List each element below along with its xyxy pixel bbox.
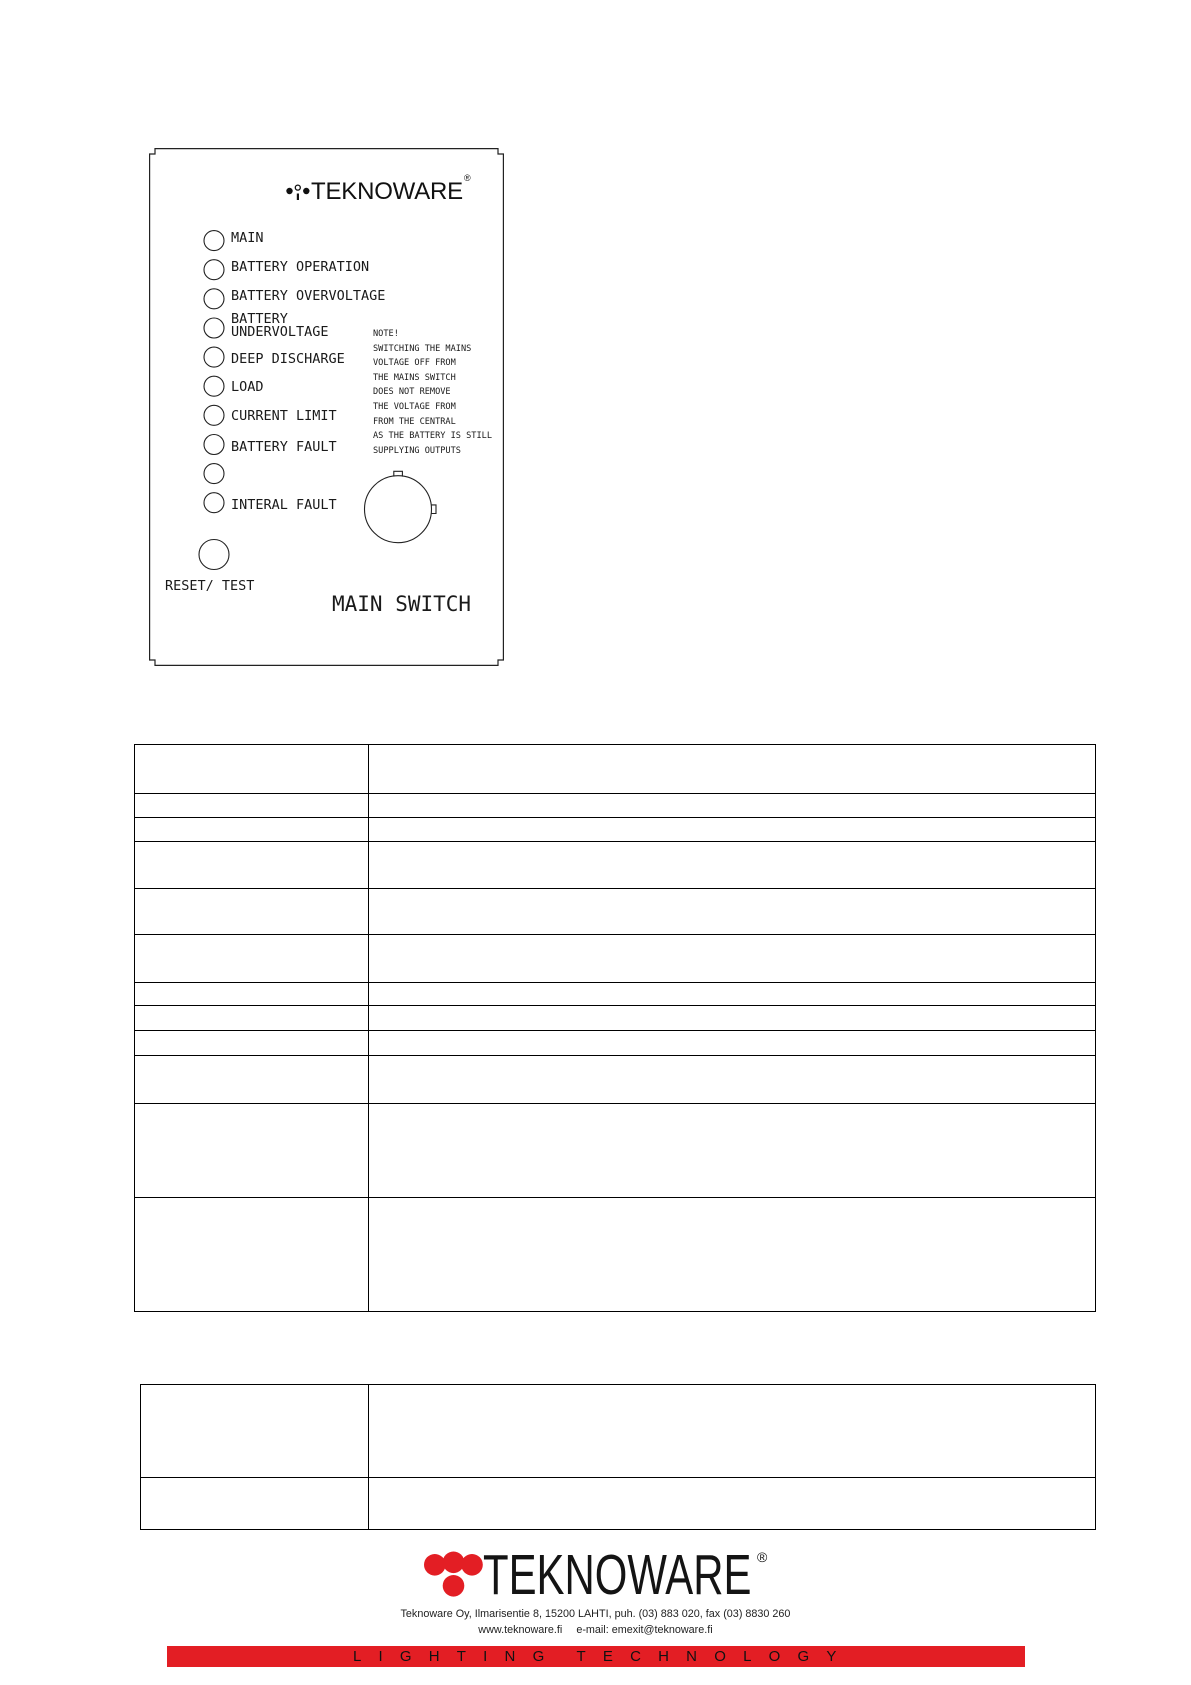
note-line: THE MAINS SWITCH — [373, 372, 456, 383]
table-row — [135, 889, 1095, 935]
indicator-led-battery-fault — [204, 435, 224, 455]
note-line: FROM THE CENTRAL — [373, 416, 456, 427]
main-switch-drawing — [365, 471, 437, 542]
note-line: SUPPLYING OUTPUTS — [373, 445, 461, 456]
indicator-led-interal-fault — [204, 493, 224, 513]
table-cell-value — [369, 842, 1095, 888]
table-row — [135, 1104, 1095, 1198]
table-row — [135, 794, 1095, 818]
panel-brand-logo-text: TEKNOWARE — [311, 178, 463, 205]
note-line: VOLTAGE OFF FROM — [373, 358, 456, 369]
contact-line — [0, 1623, 1191, 1637]
indicator-led-main — [204, 231, 224, 251]
indicator-led-current-limit — [204, 405, 224, 425]
table-cell-label — [135, 842, 369, 888]
table-cell-label — [135, 889, 369, 934]
table-cell-label — [135, 818, 369, 841]
table-row — [135, 1006, 1095, 1031]
panel-registered-mark: ® — [464, 173, 471, 183]
indicator-label: BATTERY OVERVOLTAGE — [231, 287, 386, 304]
table-cell-label — [135, 794, 369, 817]
website-link: www.teknoware.fi — [478, 1624, 563, 1636]
tagline: LIGHTING TECHNOLOGY — [353, 1648, 854, 1665]
table-cell-value — [369, 818, 1095, 841]
indicator-led-load — [204, 376, 224, 396]
note-line: SWITCHING THE MAINS — [373, 343, 472, 354]
reset-test-button-drawing — [199, 540, 229, 570]
table-cell-label — [135, 1031, 369, 1055]
table-cell-label — [135, 1056, 369, 1103]
table-cell-label — [135, 1104, 369, 1197]
table-row — [135, 818, 1095, 842]
table-row — [135, 842, 1095, 889]
company-address: Teknoware Oy, Ilmarisentie 8, 15200 LAHTI, puh. (03) 883 020, fax (03) 8830 260 — [400, 1608, 791, 1620]
main-switch-label: MAIN SWITCH — [332, 592, 472, 616]
table-cell-label — [141, 1385, 369, 1477]
table-cell-value — [369, 1198, 1095, 1311]
indicator-led-battery-overvoltage — [204, 289, 224, 309]
teknoware-logo-icon — [420, 1548, 486, 1600]
teknoware-logo-icon — [286, 185, 309, 200]
table-cell-label — [141, 1478, 369, 1529]
indicator-label: LOAD — [231, 379, 264, 396]
table-cell-value — [369, 1006, 1095, 1030]
indicator-led-battery-undervoltage — [204, 318, 224, 338]
table-cell-value — [369, 889, 1095, 934]
note-line: NOTE! — [373, 329, 399, 339]
tagline-bar — [167, 1646, 1025, 1667]
table-cell-label — [135, 1006, 369, 1030]
table-row — [135, 1056, 1095, 1104]
table-row — [135, 935, 1095, 983]
table-cell-value — [369, 935, 1095, 982]
indicator-label: BATTERY OPERATION — [231, 258, 370, 275]
indicator-label-line2: UNDERVOLTAGE — [231, 324, 329, 341]
indicator-label: INTERAL FAULT — [231, 496, 337, 513]
table-cell-label — [135, 745, 369, 793]
indicator-led-unlabeled — [204, 464, 224, 484]
table-row — [135, 1031, 1095, 1056]
table-cell-value — [369, 1385, 1095, 1477]
table-cell-value — [369, 983, 1095, 1005]
table-cell-value — [369, 794, 1095, 817]
table-row — [135, 745, 1095, 794]
table-row — [135, 983, 1095, 1006]
indicator-led-deep-discharge — [204, 347, 224, 367]
footer-brand-logo-text: TEKNOWARE — [483, 1543, 752, 1607]
table-cell-value — [369, 745, 1095, 793]
table-cell-label — [135, 1198, 369, 1311]
table-row — [141, 1478, 1095, 1529]
email-address: e-mail: emexit@teknoware.fi — [576, 1624, 713, 1636]
table-cell-value — [369, 1056, 1095, 1103]
warning-note — [373, 327, 492, 458]
spec-table-1 — [134, 744, 1096, 1312]
spec-table-2 — [140, 1384, 1096, 1530]
table-cell-value — [369, 1104, 1095, 1197]
indicator-label: DEEP DISCHARGE — [231, 351, 345, 368]
table-row — [141, 1385, 1095, 1478]
table-row — [135, 1198, 1095, 1311]
footer-registered-mark: ® — [757, 1549, 768, 1565]
note-line: DOES NOT REMOVE — [373, 387, 451, 398]
table-cell-label — [135, 983, 369, 1005]
note-line: AS THE BATTERY IS STILL — [373, 431, 492, 442]
indicator-label: BATTERY FAULT — [231, 438, 337, 455]
indicator-label: MAIN — [231, 230, 264, 247]
indicator-led-battery-operation — [204, 260, 224, 280]
note-line: THE VOLTAGE FROM — [373, 401, 456, 412]
table-cell-label — [135, 935, 369, 982]
indicator-label: BATTERY — [231, 311, 288, 328]
indicator-label: CURRENT LIMIT — [231, 408, 337, 425]
table-cell-value — [369, 1031, 1095, 1055]
control-panel-drawing — [149, 148, 504, 666]
reset-test-label: RESET/ TEST — [165, 578, 255, 594]
table-cell-value — [369, 1478, 1095, 1529]
